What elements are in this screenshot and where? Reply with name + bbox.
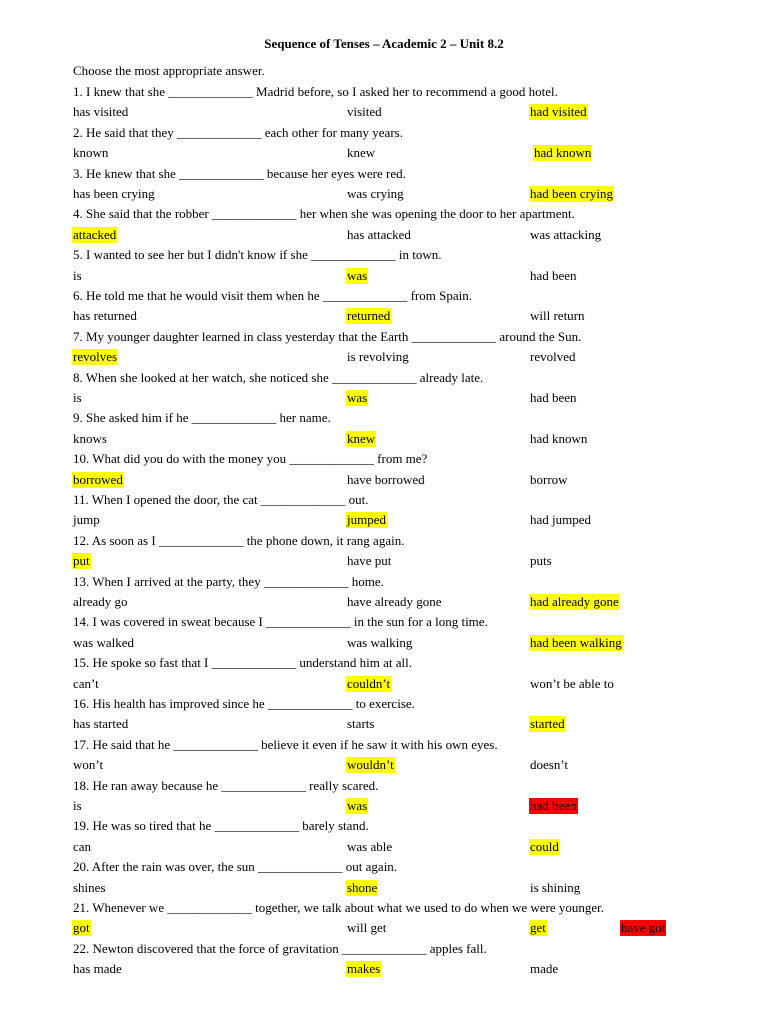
answer-option: was able bbox=[347, 838, 393, 854]
answer-options bbox=[0, 390, 768, 410]
answer-option: can’t bbox=[73, 675, 99, 691]
question-text: 18. He ran away because he _____________ really scared. bbox=[73, 777, 379, 793]
answer-option: will get bbox=[347, 920, 387, 936]
question-item bbox=[0, 410, 768, 451]
answer-option: known bbox=[73, 145, 109, 161]
answer-options bbox=[0, 798, 768, 818]
answer-option: had jumped bbox=[530, 512, 592, 528]
question-text: 3. He knew that she _____________ because her eyes were red. bbox=[73, 165, 406, 181]
answer-options bbox=[0, 676, 768, 696]
answer-option: made bbox=[530, 961, 559, 977]
question-text: 19. He was so tired that he _____________ barely stand. bbox=[73, 818, 369, 834]
question-text: 4. She said that the robber _____________ her when she was opening the door to her apartment. bbox=[73, 206, 575, 222]
answer-option: shines bbox=[73, 879, 106, 895]
answer-option-highlighted: revolves bbox=[73, 349, 118, 365]
answer-options bbox=[0, 553, 768, 573]
question-item bbox=[0, 574, 768, 615]
answer-option-highlighted: was bbox=[347, 389, 368, 405]
answer-option: knew bbox=[347, 145, 376, 161]
question-text: 20. After the rain was over, the sun _____________ out again. bbox=[73, 859, 398, 875]
answer-option-highlighted: wouldn’t bbox=[347, 757, 394, 773]
answer-option-marked-red: had been bbox=[530, 797, 577, 813]
question-item bbox=[0, 533, 768, 574]
question-item bbox=[0, 288, 768, 329]
answer-option-highlighted: borrowed bbox=[73, 471, 123, 487]
answer-options bbox=[0, 880, 768, 900]
answer-option-highlighted: was bbox=[347, 797, 368, 813]
answer-option: has returned bbox=[73, 308, 137, 324]
question-item bbox=[0, 859, 768, 900]
answer-option: has made bbox=[73, 961, 122, 977]
question-text: 21. Whenever we _____________ together, we talk about what we used to do when we were younger. bbox=[73, 899, 605, 915]
question-text: 11. When I opened the door, the cat _____________ out. bbox=[73, 491, 369, 507]
answer-option: has visited bbox=[73, 104, 129, 120]
answer-option: has attacked bbox=[347, 226, 411, 242]
question-text: 1. I knew that she _____________ Madrid before, so I asked her to recommend a good hotel. bbox=[73, 84, 558, 99]
answer-options bbox=[0, 839, 768, 859]
question-item bbox=[0, 900, 768, 941]
answer-options bbox=[0, 349, 768, 369]
answer-options bbox=[0, 186, 768, 206]
answer-options bbox=[0, 104, 768, 124]
answer-option-highlighted: couldn’t bbox=[347, 675, 391, 691]
answer-option-highlighted: had known bbox=[534, 145, 592, 161]
answer-option: starts bbox=[347, 716, 375, 732]
question-text: 9. She asked him if he _____________ her name. bbox=[73, 410, 331, 426]
question-text: 17. He said that he _____________ believe it even if he saw it with his own eyes. bbox=[73, 736, 498, 752]
answer-option-highlighted: put bbox=[73, 553, 90, 569]
answer-options bbox=[0, 757, 768, 777]
answer-options bbox=[0, 920, 768, 940]
question-text: 22. Newton discovered that the force of gravitation _____________ apples fall. bbox=[73, 940, 487, 956]
answer-option: have put bbox=[347, 553, 392, 569]
answer-option: was crying bbox=[347, 185, 404, 201]
answer-option-highlighted: was bbox=[347, 267, 368, 283]
answer-options bbox=[0, 227, 768, 247]
question-text: 15. He spoke so fast that I _____________ understand him at all. bbox=[73, 655, 413, 671]
answer-option-highlighted: had already gone bbox=[530, 593, 619, 609]
answer-option: have borrowed bbox=[347, 471, 425, 487]
answer-option: will return bbox=[530, 308, 585, 324]
question-item bbox=[0, 329, 768, 370]
answer-options bbox=[0, 716, 768, 736]
answer-option: is revolving bbox=[347, 349, 409, 365]
question-item bbox=[0, 737, 768, 778]
answer-option: knows bbox=[73, 430, 107, 446]
answer-option-highlighted: attacked bbox=[73, 226, 117, 242]
answer-options bbox=[0, 594, 768, 614]
answer-option-highlighted: returned bbox=[347, 308, 391, 324]
answer-option: can bbox=[73, 838, 92, 854]
answer-option-highlighted: had been crying bbox=[530, 185, 614, 201]
answer-options bbox=[0, 961, 768, 981]
answer-options bbox=[0, 145, 768, 165]
answer-option-highlighted: get bbox=[530, 920, 546, 936]
answer-option: was walking bbox=[347, 634, 413, 650]
answer-options bbox=[0, 472, 768, 492]
question-item bbox=[0, 166, 768, 207]
question-item bbox=[0, 125, 768, 166]
answer-option: doesn’t bbox=[530, 757, 569, 773]
answer-option: borrow bbox=[530, 471, 568, 487]
answer-options bbox=[0, 512, 768, 532]
answer-option-highlighted: had visited bbox=[530, 104, 587, 120]
question-item bbox=[0, 206, 768, 247]
answer-option: had been bbox=[530, 267, 577, 283]
answer-option: is bbox=[73, 267, 82, 283]
question-text: 7. My younger daughter learned in class yesterday that the Earth _____________ around the Sun. bbox=[73, 328, 582, 344]
question-item bbox=[0, 247, 768, 288]
answer-option: have already gone bbox=[347, 593, 442, 609]
question-item bbox=[0, 451, 768, 492]
question-text: 14. I was covered in sweat because I _____________ in the sun for a long time. bbox=[73, 614, 488, 630]
answer-options bbox=[0, 308, 768, 328]
answer-option-highlighted: had been walking bbox=[530, 634, 622, 650]
answer-option-marked-red: have got bbox=[621, 920, 666, 936]
answer-option-highlighted: knew bbox=[347, 430, 376, 446]
answer-option: puts bbox=[530, 553, 552, 569]
instructions: Choose the most appropriate answer. bbox=[73, 63, 265, 78]
question-item bbox=[0, 492, 768, 533]
question-text: 10. What did you do with the money you _____________ from me? bbox=[73, 451, 428, 467]
answer-option: is bbox=[73, 389, 82, 405]
question-text: 12. As soon as I _____________ the phone down, it rang again. bbox=[73, 532, 405, 548]
answer-option: visited bbox=[347, 104, 382, 120]
question-text: 5. I wanted to see her but I didn't know if she _____________ in town. bbox=[73, 247, 442, 263]
answer-option: jump bbox=[73, 512, 100, 528]
question-item bbox=[0, 941, 768, 982]
answer-option: won’t be able to bbox=[530, 675, 614, 691]
answer-options bbox=[0, 268, 768, 288]
answer-option: was walked bbox=[73, 634, 135, 650]
answer-option-highlighted: makes bbox=[347, 961, 381, 977]
question-item bbox=[0, 818, 768, 859]
question-list bbox=[0, 84, 768, 982]
answer-option-highlighted: got bbox=[73, 920, 90, 936]
answer-option: won’t bbox=[73, 757, 104, 773]
page-title: Sequence of Tenses – Academic 2 – Unit 8.2 bbox=[264, 36, 504, 51]
question-text: 13. When I arrived at the party, they _____________ home. bbox=[73, 573, 384, 589]
answer-option: revolved bbox=[530, 349, 576, 365]
answer-option-highlighted: could bbox=[530, 838, 559, 854]
question-text: 16. His health has improved since he _____________ to exercise. bbox=[73, 695, 415, 711]
answer-option-highlighted: shone bbox=[347, 879, 378, 895]
answer-option-highlighted: started bbox=[530, 716, 565, 732]
answer-options bbox=[0, 635, 768, 655]
question-text: 8. When she looked at her watch, she noticed she _____________ already late. bbox=[73, 369, 484, 385]
question-text: 6. He told me that he would visit them when he _____________ from Spain. bbox=[73, 287, 472, 303]
question-item bbox=[0, 614, 768, 655]
answer-option: had known bbox=[530, 430, 588, 446]
question-item bbox=[0, 696, 768, 737]
answer-option: already go bbox=[73, 593, 128, 609]
answer-option: has started bbox=[73, 716, 129, 732]
question-item bbox=[0, 84, 768, 125]
answer-option: was attacking bbox=[530, 226, 602, 242]
answer-option: is bbox=[73, 797, 82, 813]
answer-option-highlighted: jumped bbox=[347, 512, 386, 528]
question-text: 2. He said that they _____________ each other for many years. bbox=[73, 124, 403, 140]
answer-option: had been bbox=[530, 389, 577, 405]
question-item bbox=[0, 655, 768, 696]
answer-options bbox=[0, 431, 768, 451]
question-item bbox=[0, 370, 768, 411]
answer-option: has been crying bbox=[73, 185, 155, 201]
question-item bbox=[0, 778, 768, 819]
answer-option: is shining bbox=[530, 879, 581, 895]
